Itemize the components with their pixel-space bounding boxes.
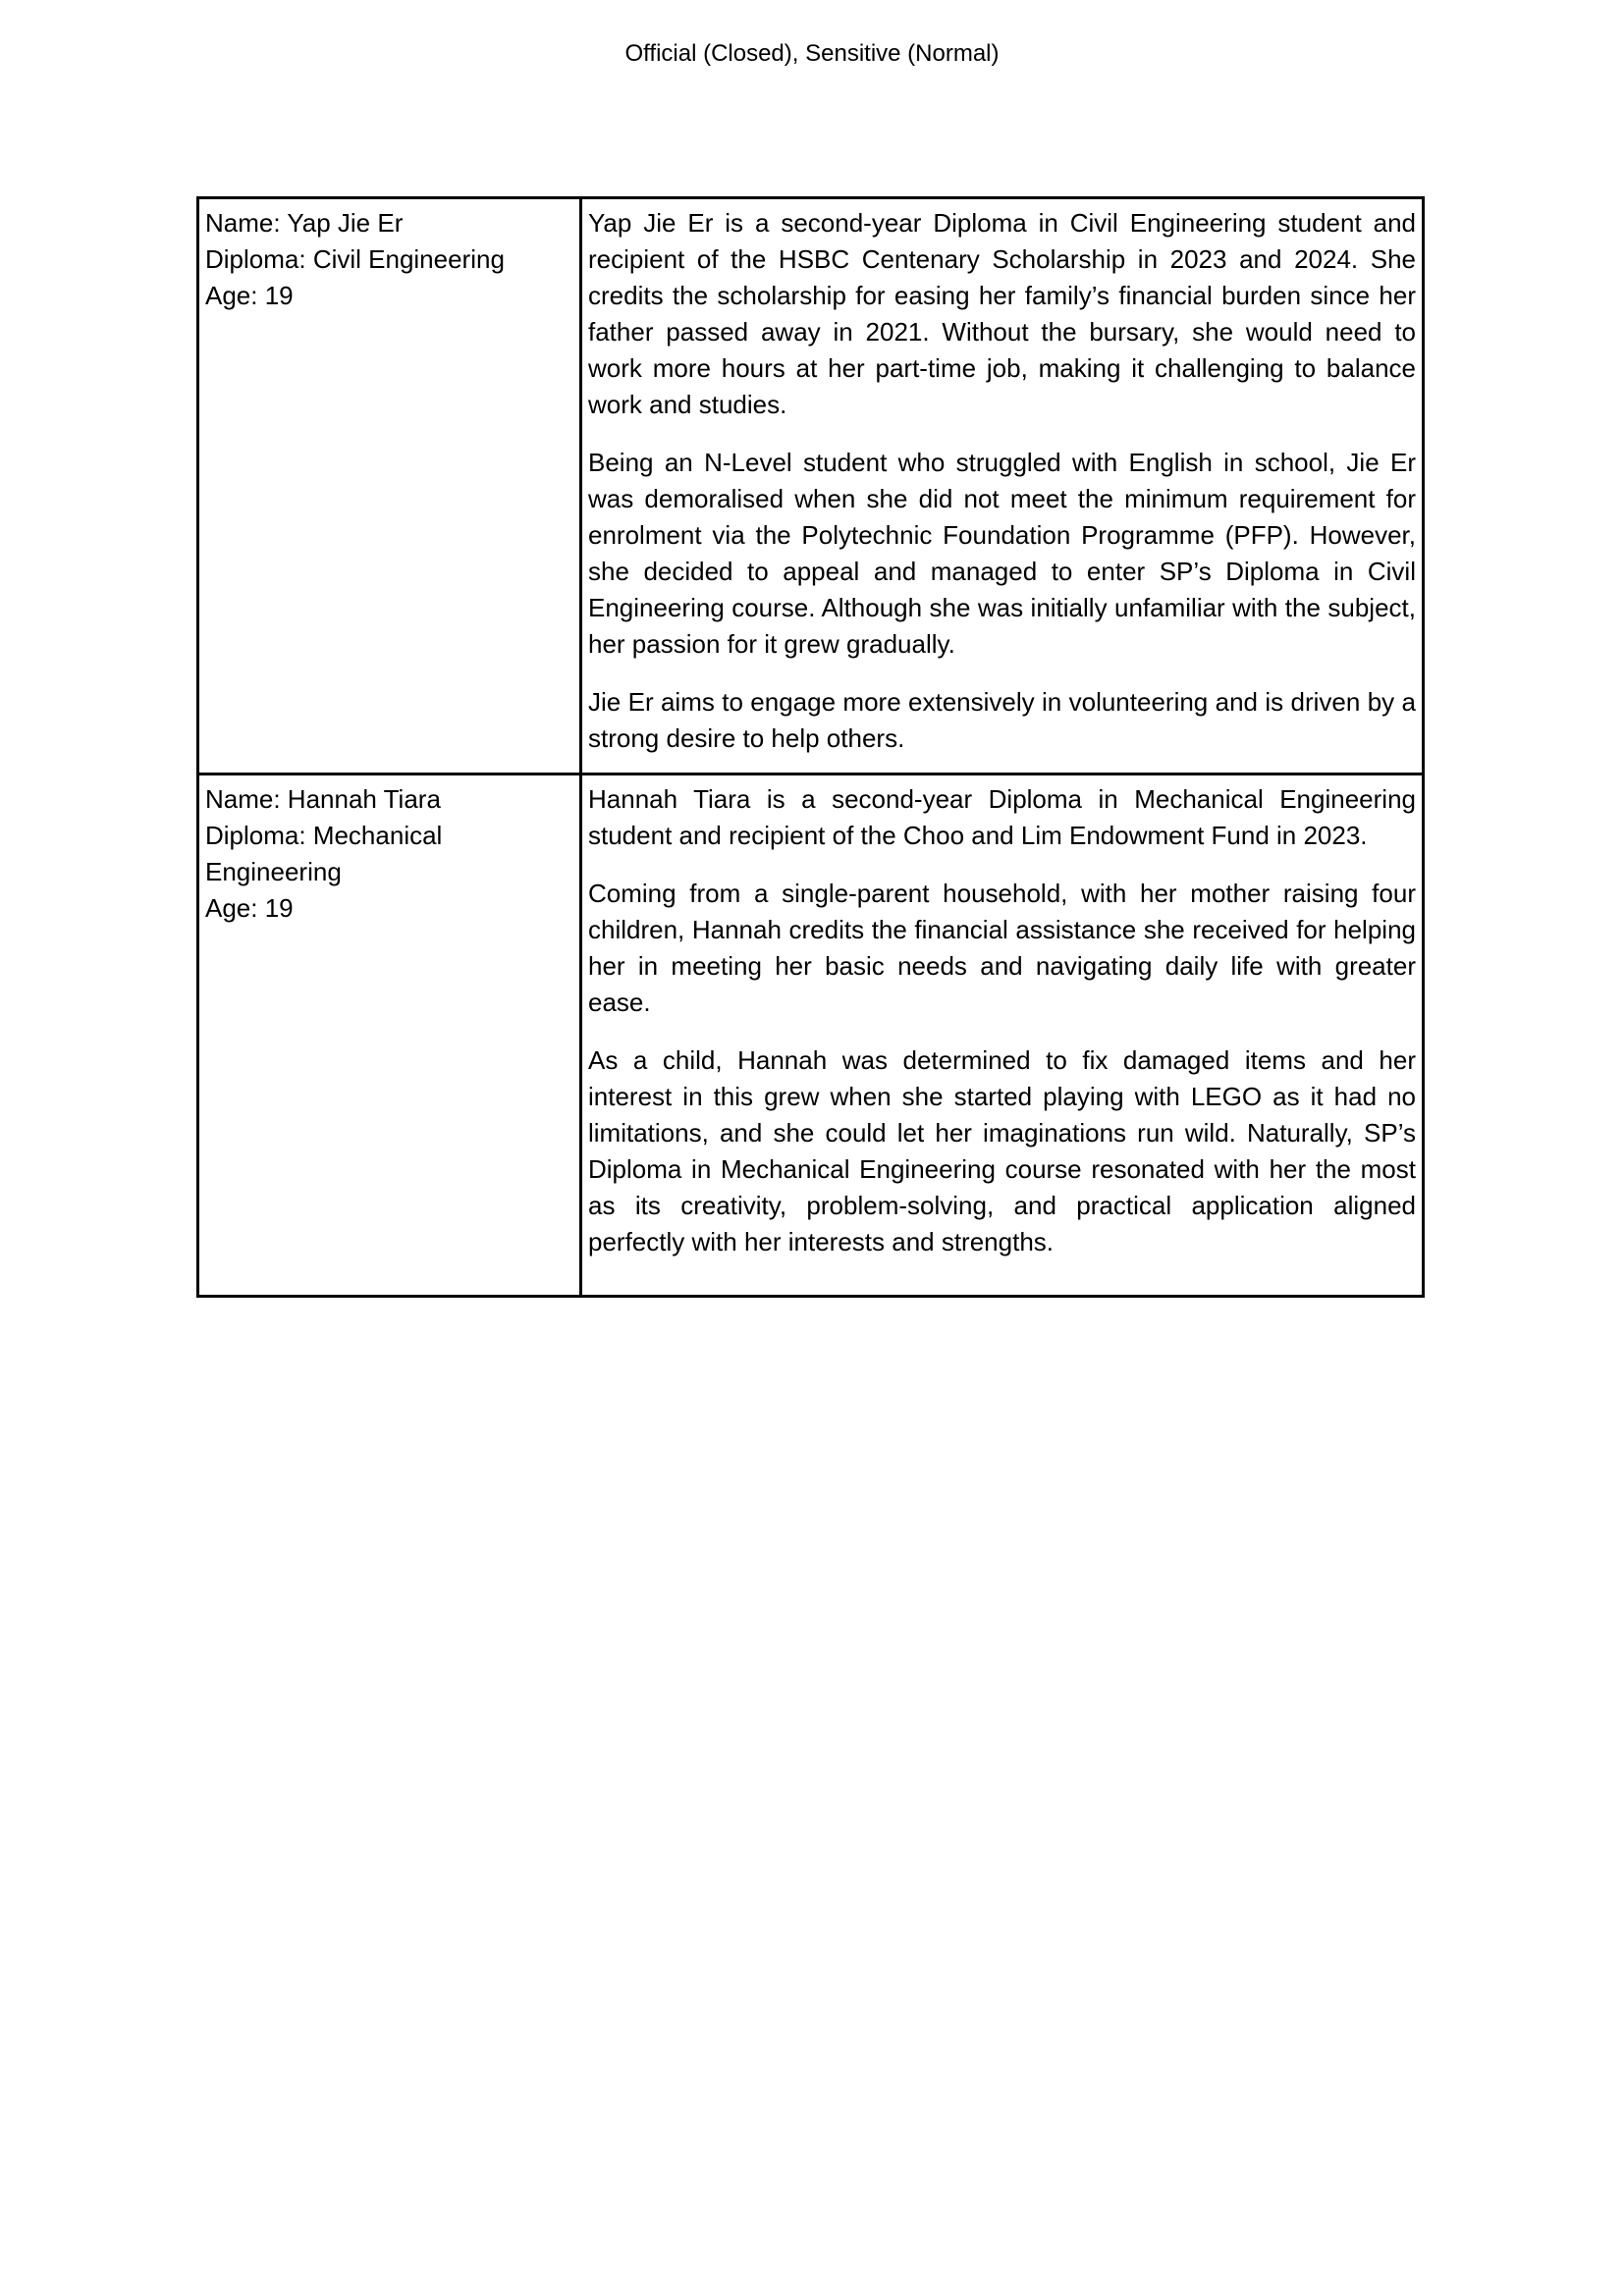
bio-paragraph: As a child, Hannah was determined to fix damaged items and her interest in this grew when she started playing with LEGO as it had no limitations, and she could let her imaginations run wild. Naturally, SP’s Diploma in Mechanical Engineering course resonated with her the most as its creativity, problem-solving, and practical application aligned perfectly with her interests and strengths. — [588, 1045, 1416, 1256]
profile-age-line: Age: 19 — [205, 893, 294, 923]
classification-header: Official (Closed), Sensitive (Normal) — [624, 40, 1000, 67]
bio-paragraph: Hannah Tiara is a second-year Diploma in Mechanical Engineering student and recipient of the Choo and Lim Endowment Fund in 2023. — [588, 784, 1416, 850]
scholarship-recipients-table — [196, 196, 1425, 1298]
profile-diploma-line: Diploma: Mechanical Engineering — [205, 821, 443, 886]
profile-diploma-line: Diploma: Civil Engineering — [205, 244, 505, 274]
bio-paragraph: Jie Er aims to engage more extensively in volunteering and is driven by a strong desire to help others. — [588, 687, 1416, 753]
bio-cell-yap-jie-er — [582, 199, 1422, 775]
profile-name-line: Name: Yap Jie Er — [205, 208, 404, 238]
bio-paragraph: Coming from a single-parent household, with her mother raising four children, Hannah credits the financial assistance she received for helping her in meeting her basic needs and navigating daily life with greater ease. — [588, 879, 1416, 1017]
profile-cell-hannah-tiara — [199, 775, 582, 1295]
bio-paragraph: Yap Jie Er is a second-year Diploma in Civil Engineering student and recipient of the HSBC Centenary Scholarship in 2023 and 2024. She credits the scholarship for easing her family’s financial burden since her father passed away in 2021. Without the bursary, she would need to work more hours at her part-time job, making it challenging to balance work and studies. — [588, 208, 1416, 419]
profile-cell-yap-jie-er — [199, 199, 582, 775]
profile-name-line: Name: Hannah Tiara — [205, 784, 441, 814]
profile-age-line: Age: 19 — [205, 281, 294, 310]
bio-paragraph: Being an N-Level student who struggled with English in school, Jie Er was demoralised when she did not meet the minimum requirement for enrolment via the Polytechnic Foundation Programme (PFP). However, she decided to appeal and managed to enter SP’s Diploma in Civil Engineering course. Although she was initially unfamiliar with the subject, her passion for it grew gradually. — [588, 448, 1416, 659]
bio-cell-hannah-tiara — [582, 775, 1422, 1295]
